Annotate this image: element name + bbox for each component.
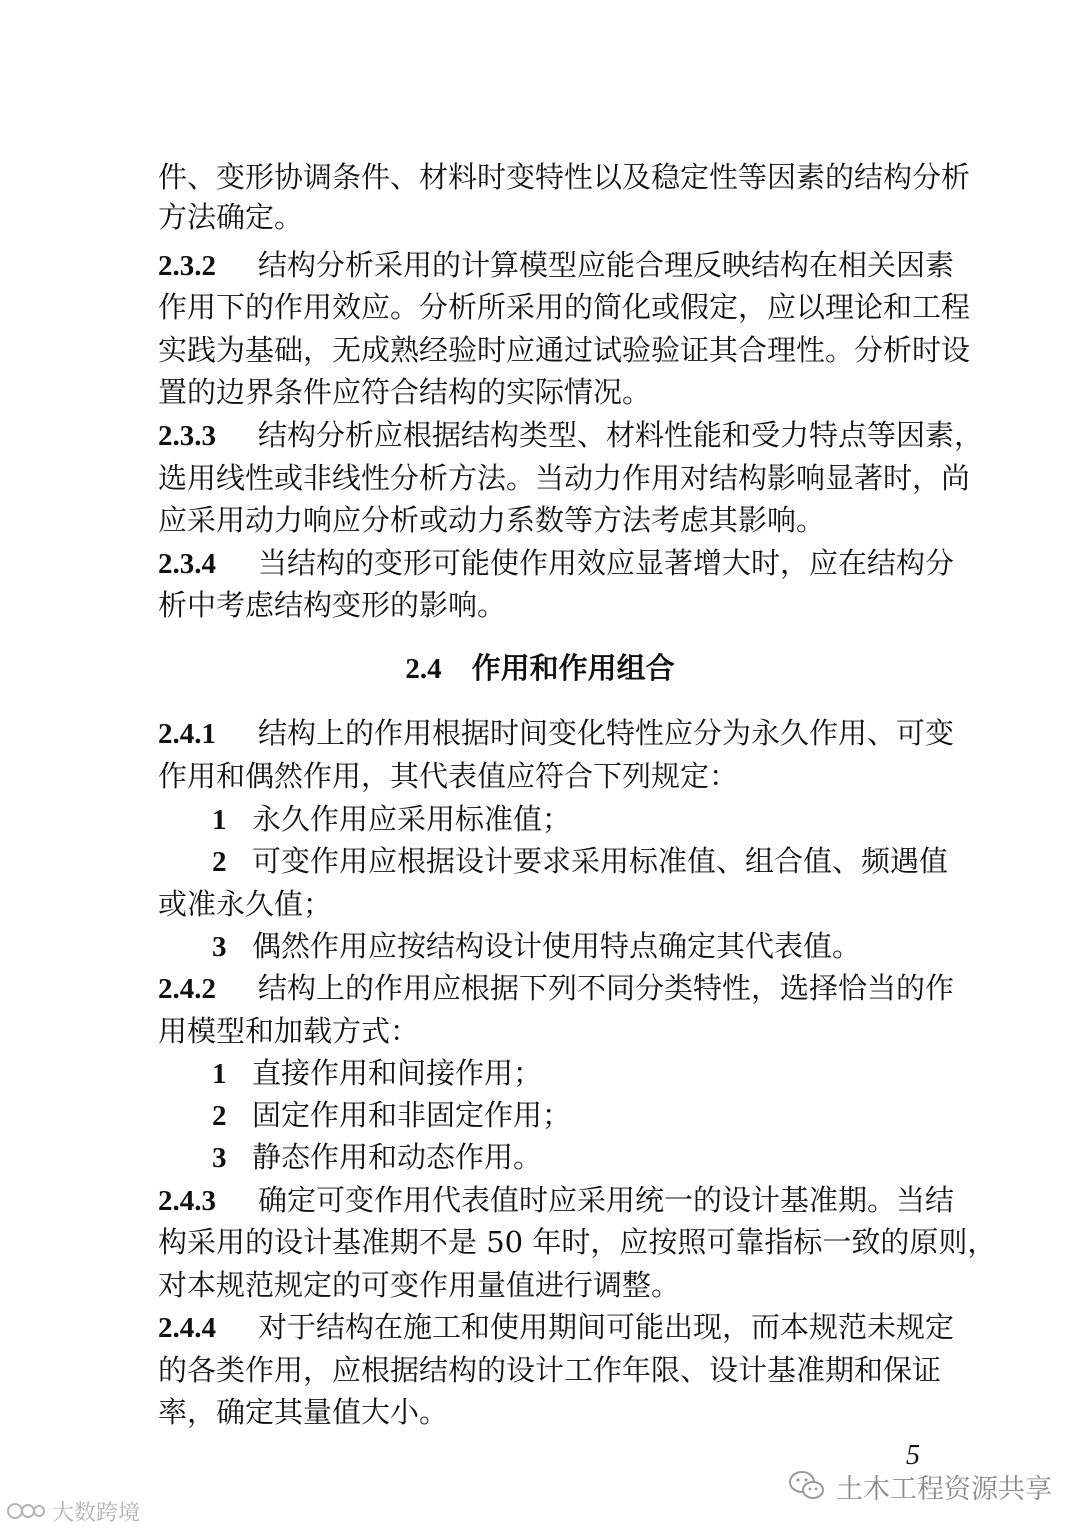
text-line: 率，确定其量值大小。 — [158, 1395, 449, 1429]
watermark-right — [788, 1466, 1052, 1506]
text-line: 作用下的作用效应。分析所采用的简化或假定，应以理论和工程 — [158, 290, 971, 324]
list-item: 2 固定作用和非固定作用； — [212, 1095, 571, 1136]
watermark-left — [6, 1494, 140, 1528]
clause-number: 2.4.3 — [158, 1185, 216, 1217]
item-number: 3 — [212, 931, 227, 963]
text-line: 用模型和加载方式： — [158, 1014, 420, 1048]
text-line: 应采用动力响应分析或动力系数等方法考虑其影响。 — [158, 503, 826, 537]
page-number: 5 — [906, 1440, 920, 1471]
item-number: 2 — [212, 846, 227, 878]
text-line: 的各类作用，应根据结构的设计工作年限、设计基准期和保证 — [158, 1353, 942, 1387]
text-line: 实践为基础，无成熟经验时应通过试验验证其合理性。分析时设 — [158, 333, 971, 367]
text-line: 析中考虑结构变形的影响。 — [158, 588, 507, 622]
clause-2-3-2: 2.3.2 结构分析采用的计算模型应能合理反映结构在相关因素 — [158, 245, 954, 286]
section-heading — [0, 648, 1080, 689]
clause-2-4-2: 2.4.2 结构上的作用应根据下列不同分类特性，选择恰当的作 — [158, 968, 954, 1009]
logo-icon — [6, 1497, 46, 1525]
clause-2-3-4: 2.3.4 当结构的变形可能使作用效应显著增大时，应在结构分 — [158, 543, 954, 584]
list-item: 1 直接作用和间接作用； — [212, 1053, 542, 1094]
list-item: 1 永久作用应采用标准值； — [212, 799, 571, 840]
clause-2-4-4: 2.4.4 对于结构在施工和使用期间可能出现，而本规范未规定 — [158, 1307, 954, 1348]
section-number: 2.4 — [405, 653, 442, 685]
clause-number: 2.3.2 — [158, 250, 216, 282]
list-item: 3 偶然作用应按结构设计使用特点确定其代表值。 — [212, 926, 861, 967]
watermark-text: 土木工程资源共享 — [836, 1473, 1052, 1505]
clause-number: 2.4.2 — [158, 973, 216, 1005]
clause-2-4-1: 2.4.1 结构上的作用根据时间变化特性应分为永久作用、可变 — [158, 713, 954, 754]
item-number: 2 — [212, 1100, 227, 1132]
clause-2-3-3: 2.3.3 结构分析应根据结构类型、材料性能和受力特点等因素， — [158, 415, 983, 456]
item-number: 1 — [212, 804, 227, 836]
clause-2-4-3: 2.4.3 确定可变作用代表值时应采用统一的设计基准期。当结 — [158, 1180, 954, 1221]
clause-number: 2.4.1 — [158, 718, 216, 750]
clause-number: 2.3.3 — [158, 420, 216, 452]
text-line: 作用和偶然作用，其代表值应符合下列规定： — [158, 759, 739, 793]
text-line: 构采用的设计基准期不是 50 年时，应按照可靠指标一致的原则， — [158, 1225, 997, 1259]
list-item: 2 可变作用应根据设计要求采用标准值、组合值、频遇值 — [212, 841, 948, 882]
wechat-icon — [788, 1470, 826, 1502]
text-line: 选用线性或非线性分析方法。当动力作用对结构影响显著时，尚 — [158, 461, 971, 495]
item-number: 1 — [212, 1058, 227, 1090]
text-line: 置的边界条件应符合结构的实际情况。 — [158, 375, 652, 409]
text-line: 方法确定。 — [158, 200, 304, 234]
list-item: 3 静态作用和动态作用。 — [212, 1137, 542, 1178]
text-line: 件、变形协调条件、材料时变特性以及稳定性等因素的结构分析 — [158, 160, 971, 194]
section-title: 作用和作用组合 — [471, 651, 675, 685]
item-number: 3 — [212, 1142, 227, 1174]
clause-number: 2.3.4 — [158, 548, 216, 580]
text-line: 对本规范规定的可变作用量值进行调整。 — [158, 1268, 681, 1302]
clause-number: 2.4.4 — [158, 1312, 216, 1344]
watermark-text: 大数跨境 — [52, 1500, 141, 1526]
text-line: 或准永久值； — [158, 887, 333, 921]
